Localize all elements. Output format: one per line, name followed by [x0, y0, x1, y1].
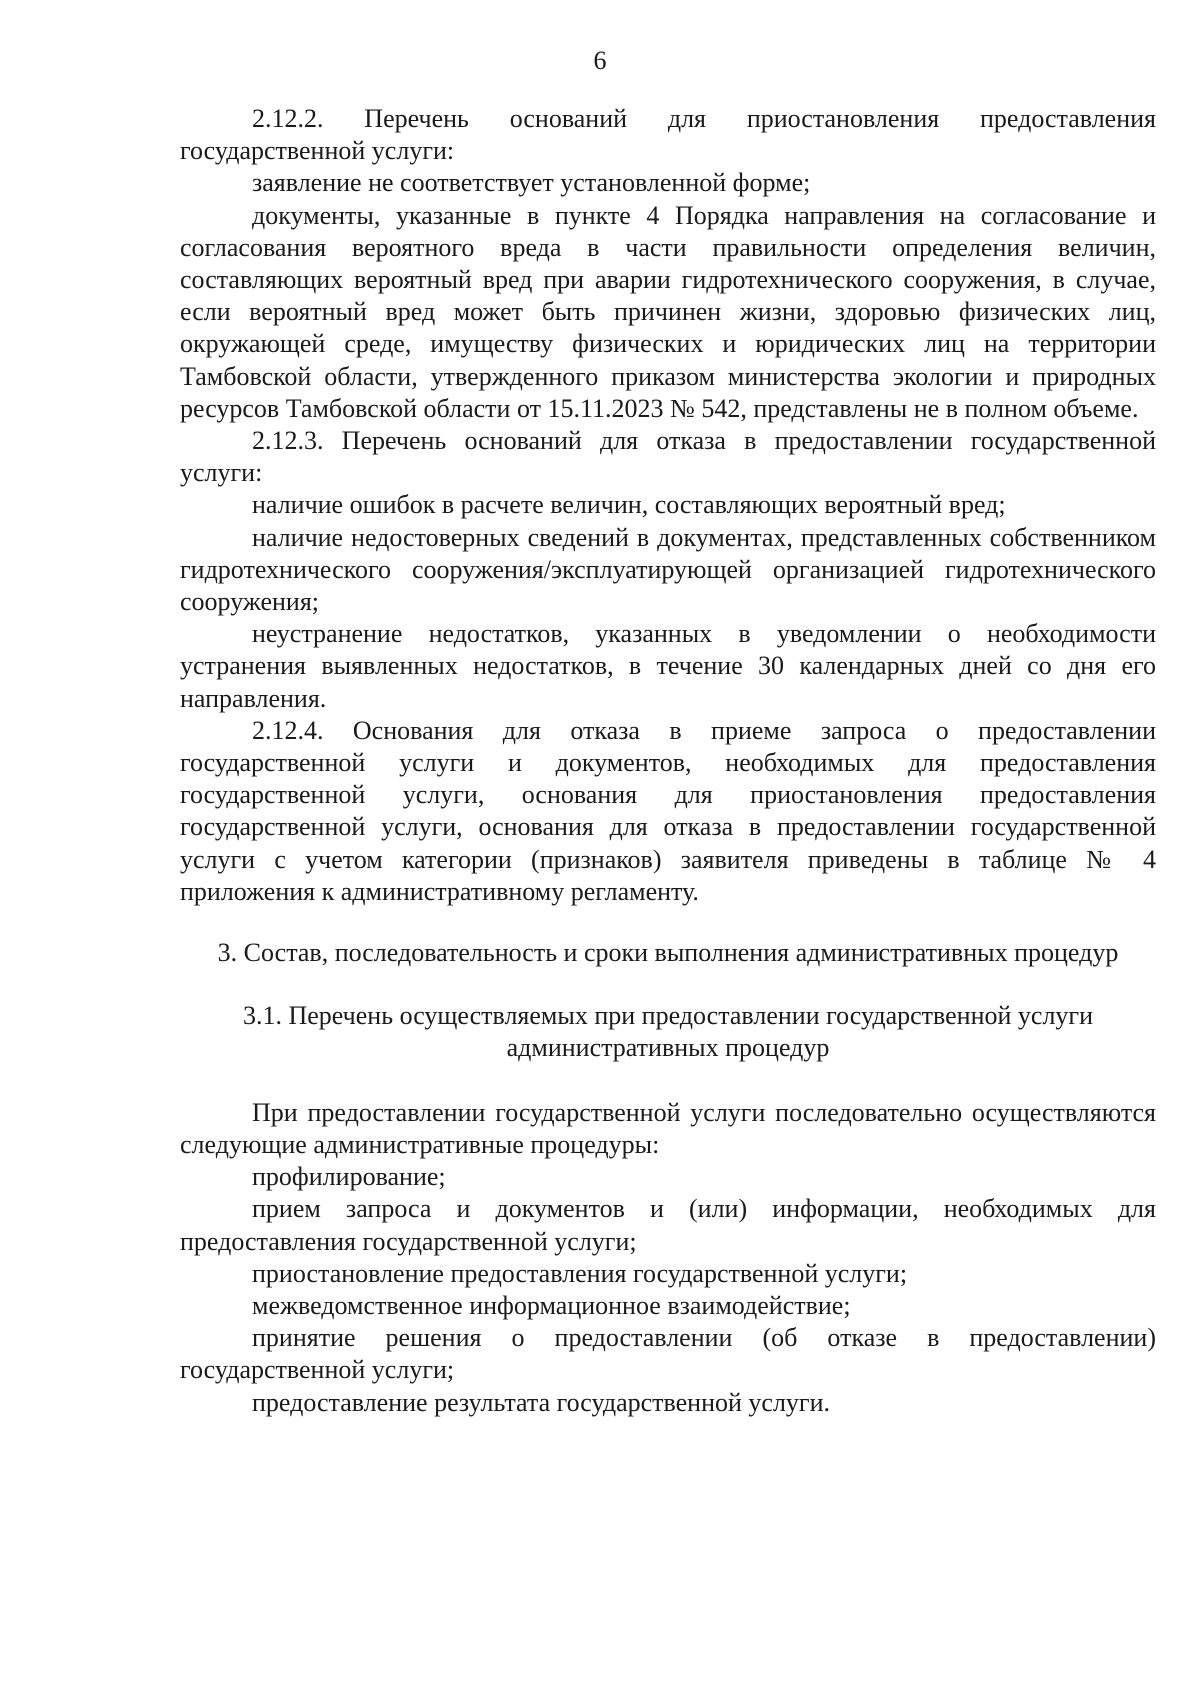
paragraph-calculation-errors: наличие ошибок в расчете величин, составляющих вероятный вред; — [252, 490, 1006, 520]
list-item-result: предоставление результата государственной услуги. — [252, 1387, 831, 1417]
paragraph-form-mismatch: заявление не соответствует установленной форме; — [252, 168, 811, 198]
list-item-profiling: профилирование; — [252, 1162, 446, 1192]
section-3-1-heading: 3.1. Перечень осуществляемых при предоставлении государственной услуги административных процедур — [242, 1001, 1094, 1063]
paragraph-unreliable-info: наличие недостоверных сведений в документах, представленных собственником гидротехнического сооружения/эксплуатирующей организацией гидротехнического сооружения; — [180, 522, 1156, 617]
document-body — [180, 103, 1156, 1419]
list-item-decision: принятие решения о предоставлении (об отказе в предоставлении) государственной услуги; — [180, 1323, 1156, 1385]
paragraph-2-12-3: 2.12.3. Перечень оснований для отказа в предоставлении государственной услуги: — [180, 426, 1156, 488]
section-3-heading: 3. Состав, последовательность и сроки выполнения административных процедур — [217, 938, 1119, 968]
paragraph-uncorrected-deficiencies: неустранение недостатков, указанных в уведомлении о необходимости устранения выявленных недостатков, в течение 30 календарных дней со дня его направления. — [180, 619, 1156, 713]
list-item-suspension: приостановление предоставления государственной услуги; — [252, 1258, 908, 1288]
paragraph-documents-incomplete: документы, указанные в пункте 4 Порядка направления на согласование и согласования вероятного вреда в части правильности определения величин, составляющих вероятный вред при аварии гидротехнического сооружения, в случае, если вероятный вред может быть причинен жизни, здоровью физических лиц, окружающей среде, имуществу физических и юридических лиц на территории Тамбовской области, утвержденного приказом министерства экологии и природных ресурсов Тамбовской области от 15.11.2023 № 542, представлены не в полном объеме. — [180, 200, 1156, 423]
paragraph-2-12-4: 2.12.4. Основания для отказа в приеме запроса о предоставлении государственной услуги и документов, необходимых для предоставления государственной услуги, основания для приостановления предоставления государственной услуги, основания для отказа в предоставлении государственной услуги с учетом категории (признаков) заявителя приведены в таблице № 4 приложения к административному регламенту. — [180, 715, 1156, 906]
page-number: 6 — [593, 46, 607, 75]
paragraph-procedures-intro: При предоставлении государственной услуги последовательно осуществляются следующие административные процедуры: — [180, 1097, 1156, 1159]
list-item-interagency: межведомственное информационное взаимодействие; — [252, 1290, 851, 1320]
paragraph-2-12-2: 2.12.2. Перечень оснований для приостановления предоставления государственной услуги: — [180, 104, 1156, 166]
list-item-request-reception: прием запроса и документов и (или) информации, необходимых для предоставления государственной услуги; — [180, 1194, 1156, 1256]
